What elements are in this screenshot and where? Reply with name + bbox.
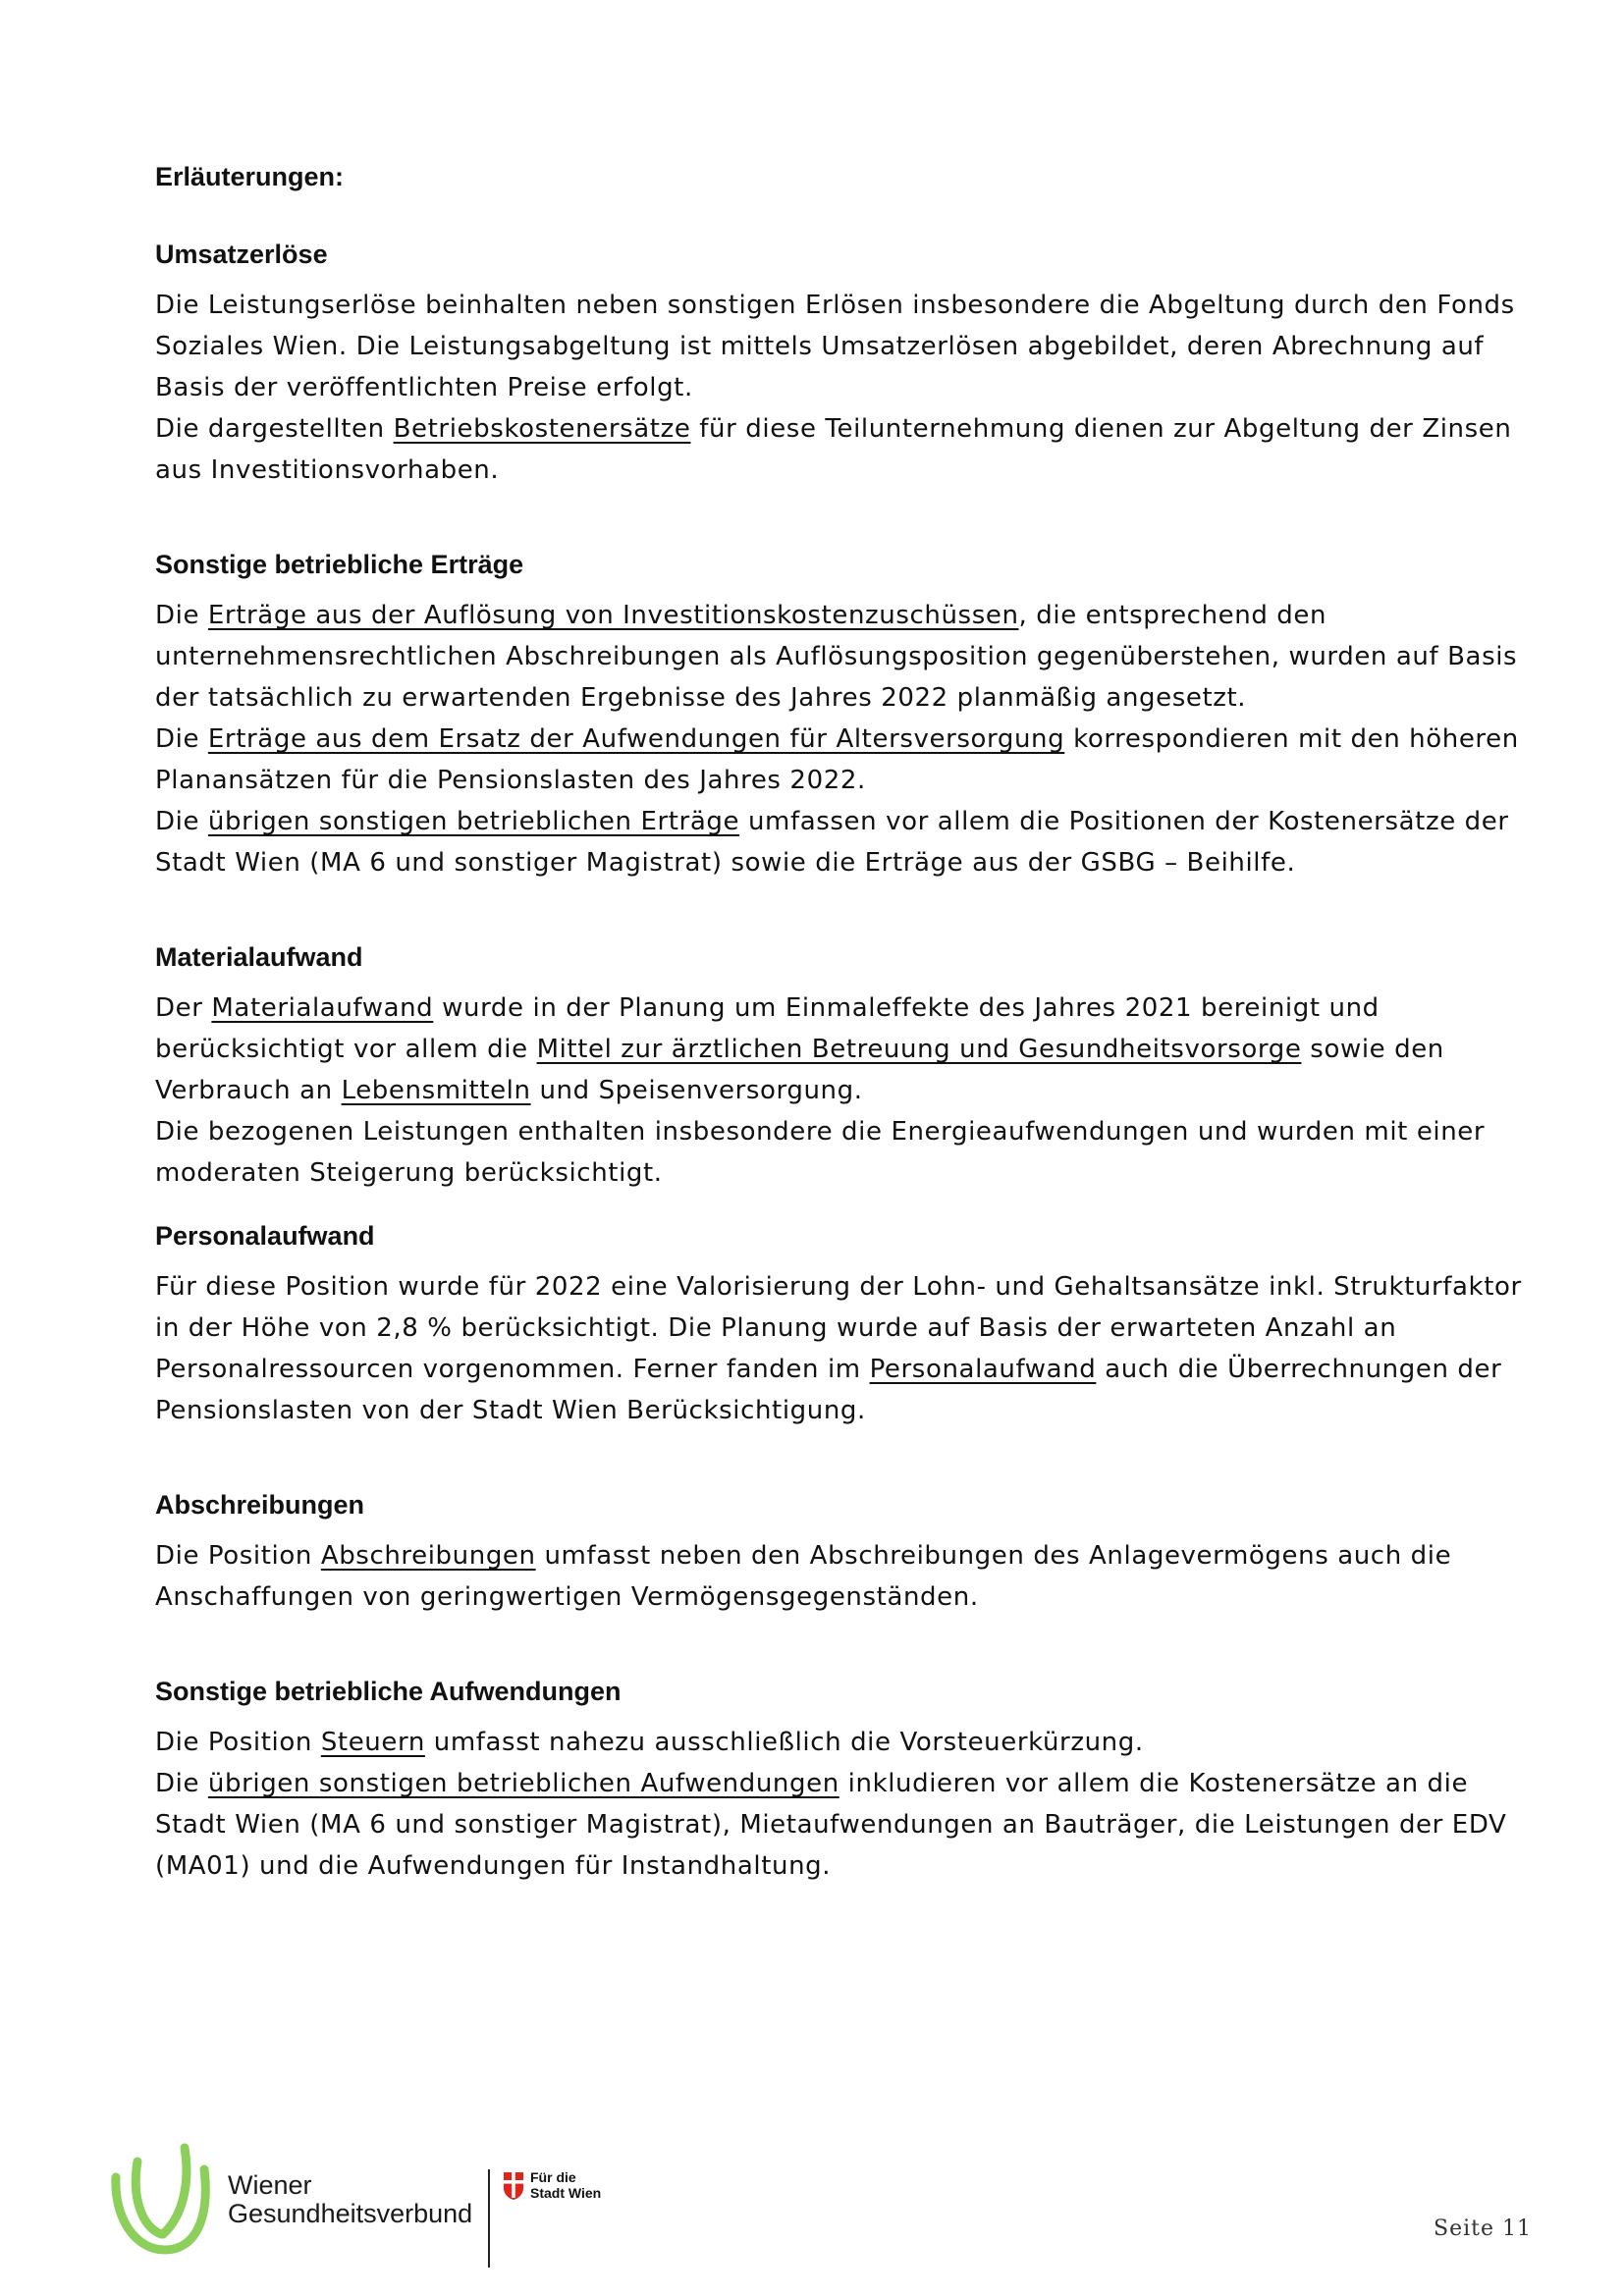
wien-coat-of-arms-icon xyxy=(503,2171,524,2201)
paragraph xyxy=(155,801,1530,883)
underlined-term: Mittel zur ärztlichen Betreuung und Gesundheitsvorsorge xyxy=(536,1035,1302,1064)
paragraph xyxy=(155,719,1530,801)
text-run: Die Position xyxy=(155,1541,321,1571)
underlined-term: Erträge aus der Auflösung von Investitionskostenzuschüssen xyxy=(207,601,1019,630)
paragraph xyxy=(155,1111,1530,1194)
text-run: Der xyxy=(155,993,212,1023)
paragraph xyxy=(155,285,1530,408)
underlined-term: übrigen sonstigen betrieblichen Erträge xyxy=(207,807,740,836)
paragraph xyxy=(155,1722,1530,1763)
text-run: Die xyxy=(155,601,208,630)
text-run: Die dargestellten xyxy=(155,414,394,444)
underlined-term: Lebensmitteln xyxy=(341,1076,531,1105)
paragraph xyxy=(155,408,1530,491)
underlined-term: Steuern xyxy=(320,1728,425,1757)
text-run: Die Position xyxy=(155,1728,321,1757)
city-label-line: Für die xyxy=(530,2169,576,2185)
footer-divider xyxy=(488,2169,490,2268)
paragraph xyxy=(155,1763,1530,1887)
text-run: inkludieren vor allem die Kostenersätze an die Stadt Wien (MA 6 und sonstiger Magistrat), Mietaufwendungen an Bauträger, die Leistungen der EDV (MA01) und die Aufwendungen für Instandhaltung. xyxy=(155,1769,1507,1881)
section-heading: Sonstige betriebliche Aufwendungen xyxy=(155,1677,622,1706)
text-run: umfasst nahezu ausschließlich die Vorsteuerkürzung. xyxy=(424,1728,1144,1757)
section-heading: Personalaufwand xyxy=(155,1221,375,1251)
text-run: korrespondieren mit den höheren Planansätzen für die Pensionslasten des Jahres 2022. xyxy=(155,724,1519,795)
underlined-term: übrigen sonstigen betrieblichen Aufwendungen xyxy=(207,1769,839,1798)
text-run: wurde in der Planung um Einmaleffekte des Jahres 2021 bereinigt und berücksichtigt vor allem die xyxy=(155,993,1380,1064)
underlined-term: Erträge aus dem Ersatz der Aufwendungen für Altersversorgung xyxy=(207,724,1065,754)
page-number: Seite 11 xyxy=(1434,2216,1532,2241)
organization-name xyxy=(228,2171,472,2228)
text-run: umfassen vor allem die Positionen der Kostenersätze der Stadt Wien (MA 6 und sonstiger Magistrat) sowie die Erträge aus der GSBG – Beihilfe. xyxy=(155,807,1509,878)
text-run: Die xyxy=(155,724,208,754)
text-run: auch die Überrechnungen der Pensionslasten von der Stadt Wien Berücksichtigung. xyxy=(155,1355,1502,1425)
text-run: für diese Teilunternehmung dienen zur Abgeltung der Zinsen aus Investitionsvorhaben. xyxy=(155,414,1512,485)
section-heading: Materialaufwand xyxy=(155,942,363,972)
section-abschreibungen xyxy=(155,1474,1530,1618)
section-materialaufwand xyxy=(155,927,1530,1194)
section-umsatzerloese xyxy=(155,224,1530,491)
paragraph xyxy=(155,988,1530,1111)
text-run: Die xyxy=(155,807,208,836)
wiener-gesundheitsverbund-logo-icon xyxy=(108,2140,216,2258)
page-footer xyxy=(0,2140,1624,2277)
paragraph xyxy=(155,1266,1530,1431)
text-run: Die bezogenen Leistungen enthalten insbesondere die Energieaufwendungen und wurden mit einer moderaten Steigerung berücksichtigt. xyxy=(155,1117,1486,1188)
logo-line: Gesundheitsverbund xyxy=(228,2199,473,2228)
paragraph xyxy=(155,595,1530,719)
text-run: Die xyxy=(155,1769,208,1798)
text-run: und Speisenversorgung. xyxy=(530,1076,863,1105)
underlined-term: Abschreibungen xyxy=(320,1541,536,1571)
section-heading: Sonstige betriebliche Erträge xyxy=(155,550,524,579)
section-personalaufwand xyxy=(155,1205,1530,1431)
logo-line: Wiener xyxy=(228,2170,312,2200)
underlined-term: Personalaufwand xyxy=(869,1355,1097,1384)
paragraph xyxy=(155,1535,1530,1618)
underlined-term: Materialaufwand xyxy=(211,993,434,1023)
city-label-line: Stadt Wien xyxy=(530,2185,602,2201)
text-run: umfasst neben den Abschreibungen des Anlagevermögens auch die Anschaffungen von geringwertigen Vermögensgegenständen. xyxy=(155,1541,1452,1612)
text-run: Die Leistungserlöse beinhalten neben sonstigen Erlösen insbesondere die Abgeltung durch den Fonds Soziales Wien. Die Leistungsabgeltung ist mittels Umsatzerlösen abgebildet, deren Abrechnung auf Basis der veröffentlichten Preise erfolgt. xyxy=(155,291,1515,402)
text-run: Für diese Position wurde für 2022 eine Valorisierung der Lohn- und Gehaltsansätze inkl. Strukturfaktor in der Höhe von 2,8 % berücksichtigt. Die Planung wurde auf Basis der erwarteten Anzahl an Personalressourcen vorgenommen. Ferner fanden im xyxy=(155,1272,1522,1384)
underlined-term: Betriebskostenersätze xyxy=(393,414,691,444)
document-body xyxy=(155,147,1530,1887)
section-sonstige-betriebliche-ertraege xyxy=(155,534,1530,883)
document-title: Erläuterungen: xyxy=(155,162,345,191)
section-sonstige-betriebliche-aufwendungen xyxy=(155,1661,1530,1887)
section-heading: Abschreibungen xyxy=(155,1490,365,1520)
text-run: sowie den Verbrauch an xyxy=(155,1035,1444,1105)
section-heading: Umsatzerlöse xyxy=(155,240,328,269)
city-label xyxy=(530,2169,601,2201)
text-run: , die entsprechend den unternehmensrechtlichen Abschreibungen als Auflösungsposition gegenüberstehen, wurden auf Basis der tatsächlich zu erwartenden Ergebnisse des Jahres 2022 planmäßig angesetzt. xyxy=(155,601,1518,713)
